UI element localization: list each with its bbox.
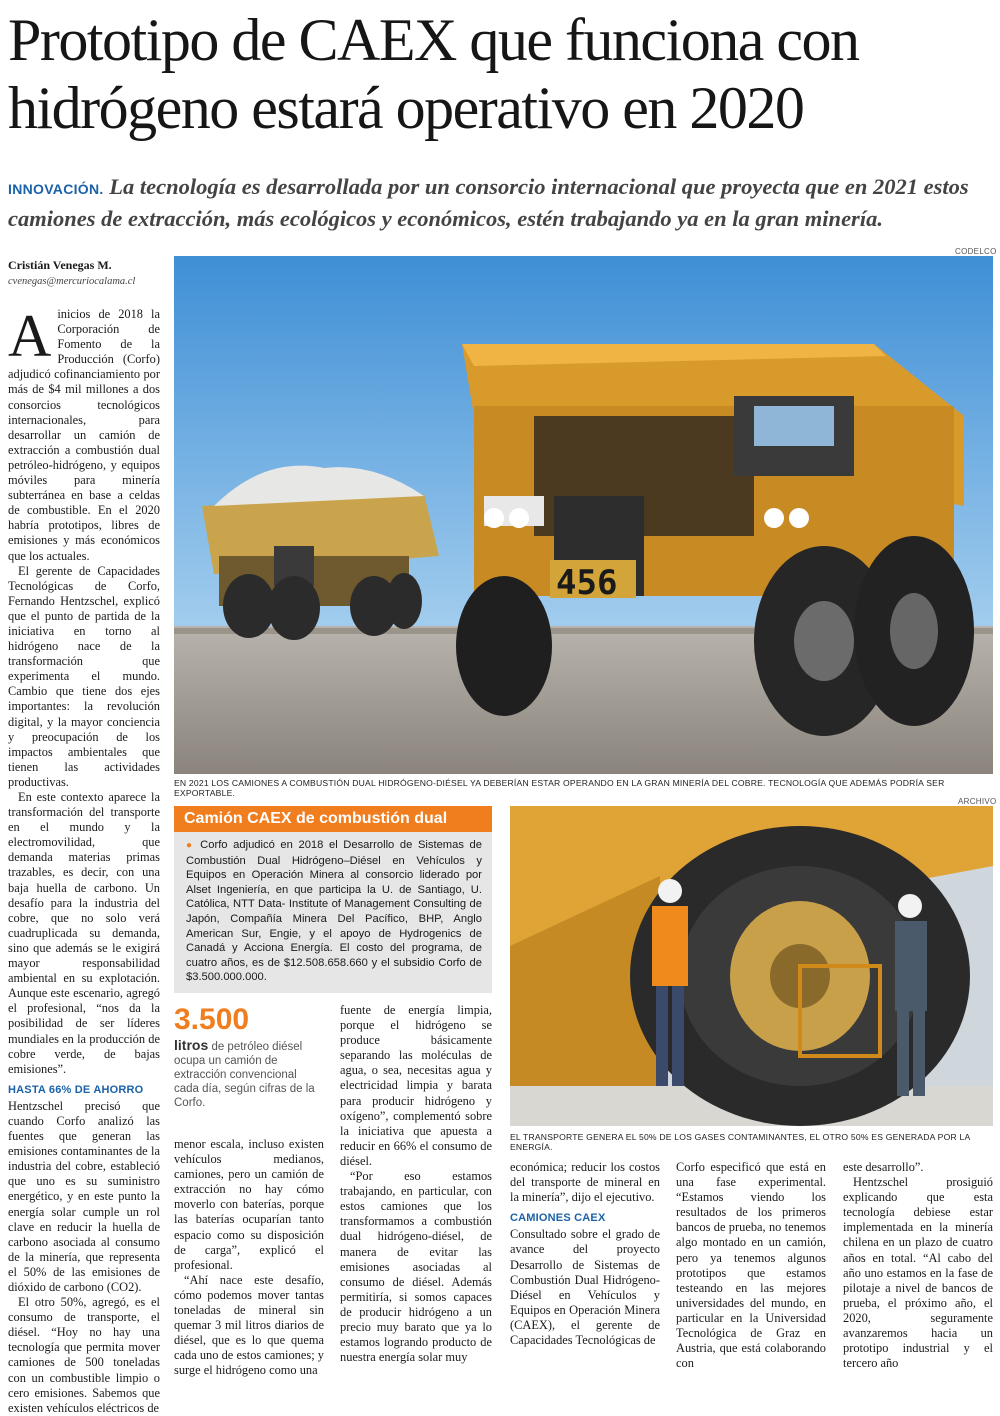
article-column-4 (510, 1160, 660, 1348)
truck-number: 456 (556, 563, 618, 603)
infobox-title: Camión CAEX de combustión dual (174, 806, 492, 832)
mining-trucks-photo (174, 256, 993, 774)
stat-text (174, 1038, 324, 1110)
col4-p2: Consultado sobre el grado de avance del proyecto Desarrollo de Sistemas de Combustión Dual Hidrógeno-Diésel en Vehículos y Equipos en Operación Minera (CAEX), el gerente de Capacidades Tecnológicas de (510, 1227, 660, 1348)
article-column-2 (174, 1137, 324, 1379)
deck-kicker: INNOVACIÓN. (8, 181, 104, 197)
col1-p2: El gerente de Capacidades Tecnológicas de Corfo, Fernando Hentzschel, explicó que el punto de partida de la iniciativa en torno al hidrógeno nace de la transformación que experimenta el mundo. Cambio que tiene dos ejes importantes: la revolución digital, y la mayor conciencia y preocupación de los impactos ambientales que tienen las actividades productivas. (8, 563, 160, 789)
col1-p5: El otro 50%, agregó, es el consumo de transporte, el diésel. “Hoy no hay una tecnología que permita mover camiones de 500 toneladas con un combustible limpio o cero emisiones. Sabemos que existen vehículos eléctricos de (8, 1295, 160, 1415)
byline-author: Cristián Venegas M. (8, 258, 112, 272)
infobox (174, 806, 492, 993)
col3-p2: “Por eso estamos trabajando, en particular, con estos camiones que los transformamos a combustión dual hidrógeno-diésel, de manera de evitar las emisiones asociadas al consumo de diésel. Además permitiría, si somos capaces de producir hidrógeno a un precio muy barato que ya lo estamos logrando producto de nuestra energía solar muy (340, 1169, 492, 1365)
stat-description: de petróleo diésel ocupa un camión de extracción convencional cada día, según cifras de la Corfo. (174, 1041, 315, 1109)
deck (8, 172, 993, 233)
col2-p2: “Ahí nace este desafío, cómo podemos mover tantas toneladas de mineral sin quemar 3 mil litros diarios de diésel, que es lo que quema cada uno de estos camiones; y surge el hidrógeno como una (174, 1272, 324, 1378)
article-column-6 (843, 1160, 993, 1371)
col4-p1: económica; reducir los costos del transporte de mineral en la minería”, dijo el ejecutivo. (510, 1160, 660, 1205)
tire-workers-illustration (510, 806, 993, 1126)
col2-p1: menor escala, incluso existen vehículos medianos, camiones, pero un camión de extracción no hay cómo moverlo con baterías, porque las baterías ocuparían tanto espacio como su disposición de carga”, explicó el profesional. (174, 1137, 324, 1272)
col3-p1: fuente de energía limpia, porque el hidrógeno se produce básicamente separando las moléculas de agua, o sea, necesitas agua y electricidad limpia y barata para producir hidrógeno y oxígeno”, complementó sobre la iniciativa que apuesta a reducir en 66% el consumo de diésel. (340, 1003, 492, 1168)
photo1-credit: CODELCO (955, 247, 997, 256)
subhead-camiones: CAMIONES CAEX (510, 1212, 606, 1225)
mining-trucks-illustration (174, 256, 993, 774)
deck-text: La tecnología es desarrollada por un consorcio internacional que proyecta que en 2021 estos camiones de extracción, más ecológicos y económicos, estén trabajando ya en la gran minería. (8, 174, 969, 231)
article-column-1 (8, 303, 160, 1416)
byline-email: cvenegas@mercuriocalama.cl (8, 276, 136, 287)
stat-unit: litros (174, 1037, 209, 1053)
headline: Prototipo de CAEX que funciona con hidrógeno estará operativo en 2020 (8, 7, 859, 141)
col6-p1: este desarrollo”. (843, 1160, 924, 1174)
tire-workers-photo (510, 806, 993, 1126)
bullet-icon: ● (186, 840, 195, 851)
col1-p4: Hentzschel precisó que cuando Corfo analizó las fuentes que generan las emisiones contaminantes de la industria del cobre, estableció que uno es su suministro energético, y en este punto la energía solar cumple un rol clave en reducir la huella de carbono asociada al consumo de la minería, que representa el 50% de las emisiones de dióxido de carbono (CO2). (8, 1098, 160, 1294)
photo1-caption: EN 2021 LOS CAMIONES A COMBUSTIÓN DUAL HIDRÓGENO-DIÉSEL YA DEBERÍAN ESTAR OPERANDO EN LA GRAN MINERÍA DEL COBRE. TECNOLOGÍA QUE ADEMÁS PODRÍA SER EXPORTABLE. (174, 778, 945, 798)
col1-p1: inicios de 2018 la Corporación de Fomento de la Producción (Corfo) adjudicó cofinanciamiento por más de $4 mil millones a dos consorcios tecnológicos internacionales, para desarrollar un camión de extracción a combustión dual petróleo-hidrógeno, y equipos móviles para minería subterránea en base a celdas de combustible. En el 2020 habría prototipos, libres de emisiones y más económicos que los actuales. (8, 307, 160, 563)
stat-number: 3.500 (174, 1003, 250, 1036)
infobox-body-wrap (174, 832, 492, 993)
article-column-3 (340, 1003, 492, 1365)
subhead-ahorro: HASTA 66% DE AHORRO (8, 1083, 144, 1096)
photo2-credit: ARCHIVO (958, 797, 997, 806)
col1-p3: En este contexto aparece la transformación del transporte en el mundo y la electromovilidad, que demanda materias primas trazables, es decir, con una baja huella de carbono. Un desafío para la industria del cobre, que no solo verá cuadruplicada su demanda, sino que además se le exigirá mayor responsabilidad ambiental en su explotación. Aunque este escenario, agregó el profesional, “nos da la posibilidad de ser líderes mundiales en la producción de cobre verde, de bajas emisiones”. (8, 790, 160, 1076)
dropcap: A (8, 303, 52, 369)
col6-p2: Hentzschel prosiguió explicando que esta tecnología debiese estar implementada en la minería chilena en un plazo de cuatro años en total. “Al cabo del año uno estamos en la fase de pilotaje a nivel de bancos de prueba, el próximo año, el 2020, seguramente avanzaremos hacia un prototipo industrial y el tercero año (843, 1175, 993, 1371)
col5-p1: Corfo especificó que está en una fase experimental. “Estamos viendo los resultados de los primeros bancos de prueba, no tenemos algo montado en un camión, pero ya tenemos algunos prototipos que estamos testeando en las mejores universidades del mundo, en particular en la Universidad Tecnológica de Graz en Austria, que está colaborando con (676, 1160, 826, 1371)
infobox-body: Corfo adjudicó en 2018 el Desarrollo de Sistemas de Combustión Dual Hidrógeno–Diésel en Vehículos y Equipos en Operación Minera al consorcio liderado por Alset Ingeniería, en que participa la U. de Santiago, U. Católica, NTT Data- Institute of Management Consulting de Japón, Compañía Minera Del Pacífico, BHP, Anglo American Sur, Engie, y el apoyo de Hydrogenics de Canadá y Acciona Energía. El costo del programa, de cuatro años, es de $12.508.658.660 y el subsidio Corfo de $3.500.000.000. (186, 839, 482, 984)
article-column-5 (676, 1160, 826, 1371)
photo2-caption: EL TRANSPORTE GENERA EL 50% DE LOS GASES CONTAMINANTES, EL OTRO 50% ES GENERADA POR LA ENERGÍA. (510, 1132, 970, 1152)
